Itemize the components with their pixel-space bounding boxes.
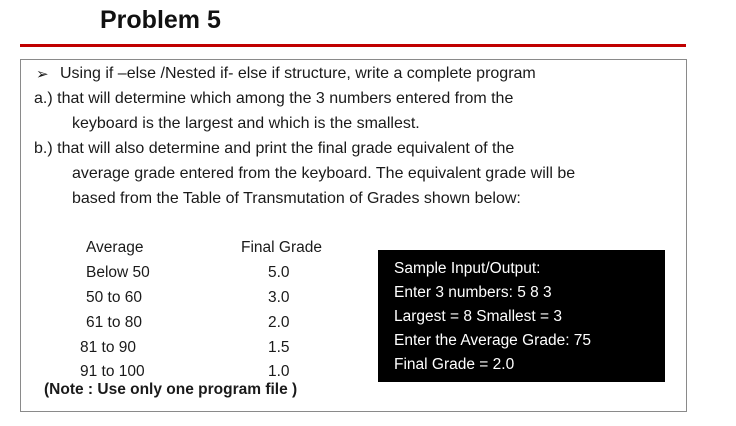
table-cell-final-grade: 2.0 [268,314,290,331]
table-cell-final-grade: 5.0 [268,264,290,281]
problem-line: average grade entered from the keyboard. The equivalent grade will be [72,165,576,182]
console-line: Enter 3 numbers: 5 8 3 [394,284,552,301]
problem-line: based from the Table of Transmutation of Grades shown below: [72,190,521,207]
console-line: Enter the Average Grade: 75 [394,332,592,349]
console-line: Final Grade = 2.0 [394,356,515,373]
console-line: Largest = 8 Smallest = 3 [394,308,563,325]
problem-line: b.) that will also determine and print the final grade equivalent of the [34,140,515,157]
bullet-arrow-icon: ➢ [36,66,49,83]
table-header-average: Average [86,239,144,256]
note-text: (Note : Use only one program file ) [44,381,298,398]
table-cell-final-grade: 1.5 [268,339,290,356]
problem-line: a.) that will determine which among the 3 numbers entered from the [34,90,514,107]
table-cell-final-grade: 3.0 [268,289,290,306]
table-cell-average: 61 to 80 [86,314,143,331]
page-title: Problem 5 [100,6,221,34]
console-line: Sample Input/Output: [394,260,541,277]
table-header-final-grade: Final Grade [241,239,322,256]
table-cell-average: Below 50 [86,264,150,281]
table-cell-average: 81 to 90 [80,339,137,356]
table-cell-final-grade: 1.0 [268,363,290,380]
problem-line: keyboard is the largest and which is the smallest. [72,115,420,132]
sample-console [378,250,665,382]
table-cell-average: 50 to 60 [86,289,143,306]
problem-line: Using if –else /Nested if- else if structure, write a complete program [60,65,536,82]
table-cell-average: 91 to 100 [80,363,145,380]
title-divider [20,44,686,47]
